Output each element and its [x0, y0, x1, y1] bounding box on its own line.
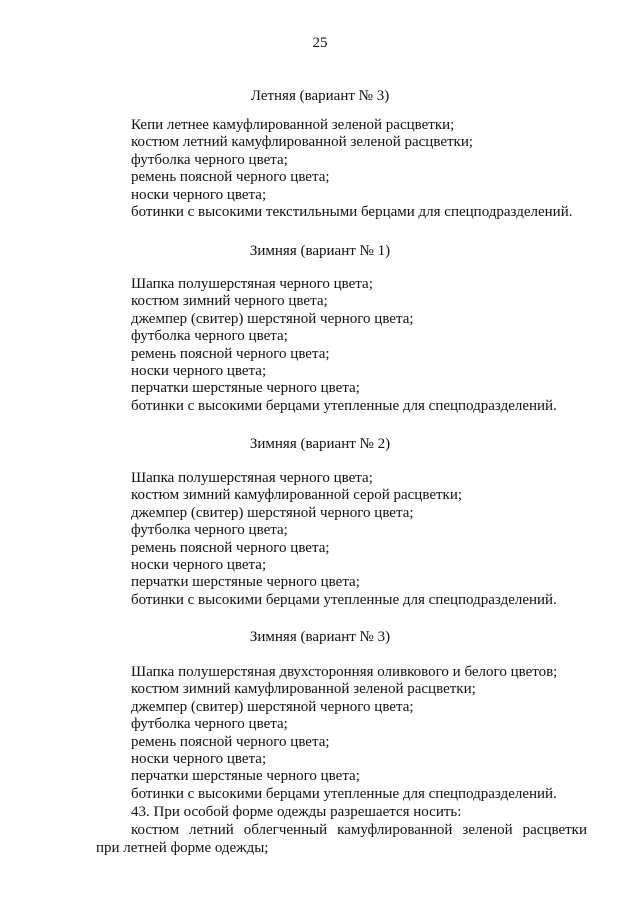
list-item: Кепи летнее камуфлированной зеленой расцветки;: [131, 117, 455, 133]
section-list-winter-2: [131, 470, 557, 609]
list-item: костюм зимний камуфлированной зеленой расцветки;: [131, 681, 476, 698]
list-item: костюм летний камуфлированной зеленой расцветки;: [131, 134, 474, 151]
list-item: ботинки с высокими берцами утепленные для спецподразделений.: [131, 785, 557, 802]
clause-43-intro: 43. При особой форме одежды разрешается носить:: [131, 804, 462, 820]
section-heading-winter-2: Зимняя (вариант № 2): [249, 436, 391, 452]
section-heading-winter-1: Зимняя (вариант № 1): [249, 243, 391, 259]
list-item: перчатки шерстяные черного цвета;: [131, 768, 360, 785]
list-item: носки черного цвета;: [131, 557, 267, 574]
list-item: джемпер (свитер) шерстяной черного цвета;: [131, 310, 414, 327]
list-item: перчатки шерстяные черного цвета;: [131, 574, 360, 591]
list-item: ботинки с высокими берцами утепленные для спецподразделений.: [131, 397, 557, 414]
list-item: носки черного цвета;: [131, 751, 267, 768]
list-item: ремень поясной черного цвета;: [131, 733, 330, 750]
section-heading-summer-3: Летняя (вариант № 3): [250, 88, 390, 104]
list-item: носки черного цвета;: [131, 186, 267, 203]
list-item: футболка черного цвета;: [131, 151, 288, 168]
list-item: джемпер (свитер) шерстяной черного цвета;: [131, 504, 414, 521]
list-item: ремень поясной черного цвета;: [131, 169, 330, 186]
list-item: Шапка полушерстяная черного цвета;: [131, 470, 373, 486]
list-item: ремень поясной черного цвета;: [131, 345, 330, 362]
list-item: ремень поясной черного цвета;: [131, 539, 330, 556]
list-item: носки черного цвета;: [131, 363, 267, 380]
list-item: Шапка полушерстяная двухсторонняя оливкового и белого цветов;: [131, 664, 558, 680]
list-item: ботинки с высокими берцами утепленные для спецподразделений.: [131, 591, 557, 608]
list-item: ботинки с высокими текстильными берцами для спецподразделений.: [131, 204, 573, 221]
section-heading-winter-3: Зимняя (вариант № 3): [249, 629, 391, 645]
list-item: костюм зимний черного цвета;: [131, 293, 328, 310]
list-item: футболка черного цвета;: [131, 716, 288, 733]
section-list-winter-3: [131, 664, 557, 803]
list-item: джемпер (свитер) шерстяной черного цвета;: [131, 698, 414, 715]
list-item: Шапка полушерстяная черного цвета;: [131, 276, 373, 292]
list-item: футболка черного цвета;: [131, 328, 288, 345]
clause-43-line-1: костюм летний облегченный камуфлированной зеленой расцветки: [131, 822, 587, 838]
list-item: костюм зимний камуфлированной серой расцветки;: [131, 487, 463, 504]
section-list-winter-1: [131, 276, 557, 415]
list-item: футболка черного цвета;: [131, 522, 288, 539]
page-number: 25: [312, 35, 328, 51]
list-item: перчатки шерстяные черного цвета;: [131, 380, 360, 397]
clause-43-line-2: при летней форме одежды;: [96, 840, 269, 856]
section-list-summer-3: [131, 117, 572, 221]
